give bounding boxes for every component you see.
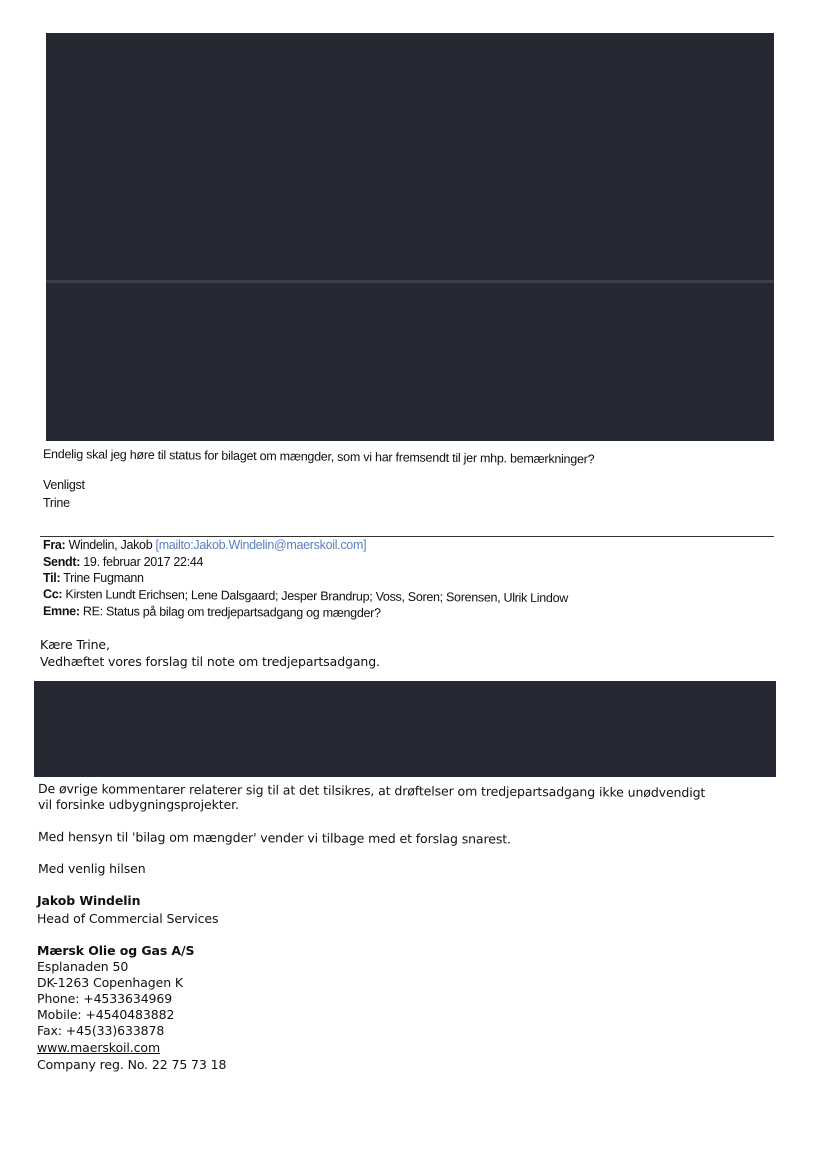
signature-company-reg: Company reg. No. 22 75 73 18	[37, 1057, 227, 1072]
header-cc	[43, 587, 568, 605]
email-separator	[40, 536, 774, 537]
header-from	[43, 538, 366, 552]
signature-title: Head of Commercial Services	[37, 911, 219, 926]
redacted-block-middle	[34, 681, 776, 777]
from-label: Fra:	[43, 538, 66, 552]
closing-venligst: Venligst	[43, 478, 85, 492]
sent-value: 19. februar 2017 22:44	[83, 555, 204, 569]
to-label: Til:	[43, 571, 61, 585]
redaction-artifact-line	[46, 280, 774, 283]
signature-phone: Phone: +4533634969	[37, 991, 173, 1006]
sender-trine: Trine	[43, 496, 70, 510]
reply-signoff: Med venlig hilsen	[38, 861, 146, 876]
signature-fax: Fax: +45(33)633878	[37, 1023, 165, 1038]
subject-label: Emne:	[42, 604, 80, 619]
signature-mobile: Mobile: +4540483882	[37, 1007, 175, 1022]
redacted-block-top	[46, 33, 774, 441]
signature-website-link[interactable]: www.maerskoil.com	[37, 1040, 161, 1055]
to-value: Trine Fugmann	[63, 571, 144, 585]
header-subject	[43, 604, 381, 620]
cc-value: Kirsten Lundt Erichsen; Lene Dalsgaard; Jesper Brandrup; Voss, Soren; Sorensen, Ulrik Lindow	[65, 587, 569, 606]
reply-paragraph-1-line-2: vil forsinke udbygningsprojekter.	[38, 797, 239, 812]
reply-paragraph-2: Med hensyn til 'bilag om mængder' vender vi tilbage med et forslag snarest.	[37, 829, 512, 847]
header-sent	[43, 555, 203, 569]
sent-label: Sendt:	[43, 555, 81, 569]
signature-address-city: DK-1263 Copenhagen K	[37, 975, 184, 990]
from-mailto-link[interactable]: [mailto:Jakob.Windelin@maerskoil.com]	[155, 538, 367, 552]
reply-intro: Vedhæftet vores forslag til note om tredjepartsadgang.	[40, 654, 380, 669]
reply-paragraph-1-line-1: De øvrige kommentarer relaterer sig til at det tilsikres, at drøftelser om tredjepartsadgang ikke unødvendigt	[37, 781, 706, 801]
signature-name: Jakob Windelin	[37, 893, 141, 908]
header-to	[43, 571, 144, 585]
signature-address-street: Esplanaden 50	[37, 959, 129, 974]
signature-company: Mærsk Olie og Gas A/S	[37, 943, 195, 958]
reply-greeting: Kære Trine,	[40, 637, 110, 652]
status-question: Endelig skal jeg høre til status for bilaget om mængder, som vi har fremsendt til jer mhp. bemærkninger?	[42, 447, 595, 467]
subject-value: RE: Status på bilag om tredjepartsadgang og mængder?	[82, 604, 381, 621]
from-value: Windelin, Jakob	[68, 538, 153, 552]
cc-label: Cc:	[42, 587, 63, 602]
